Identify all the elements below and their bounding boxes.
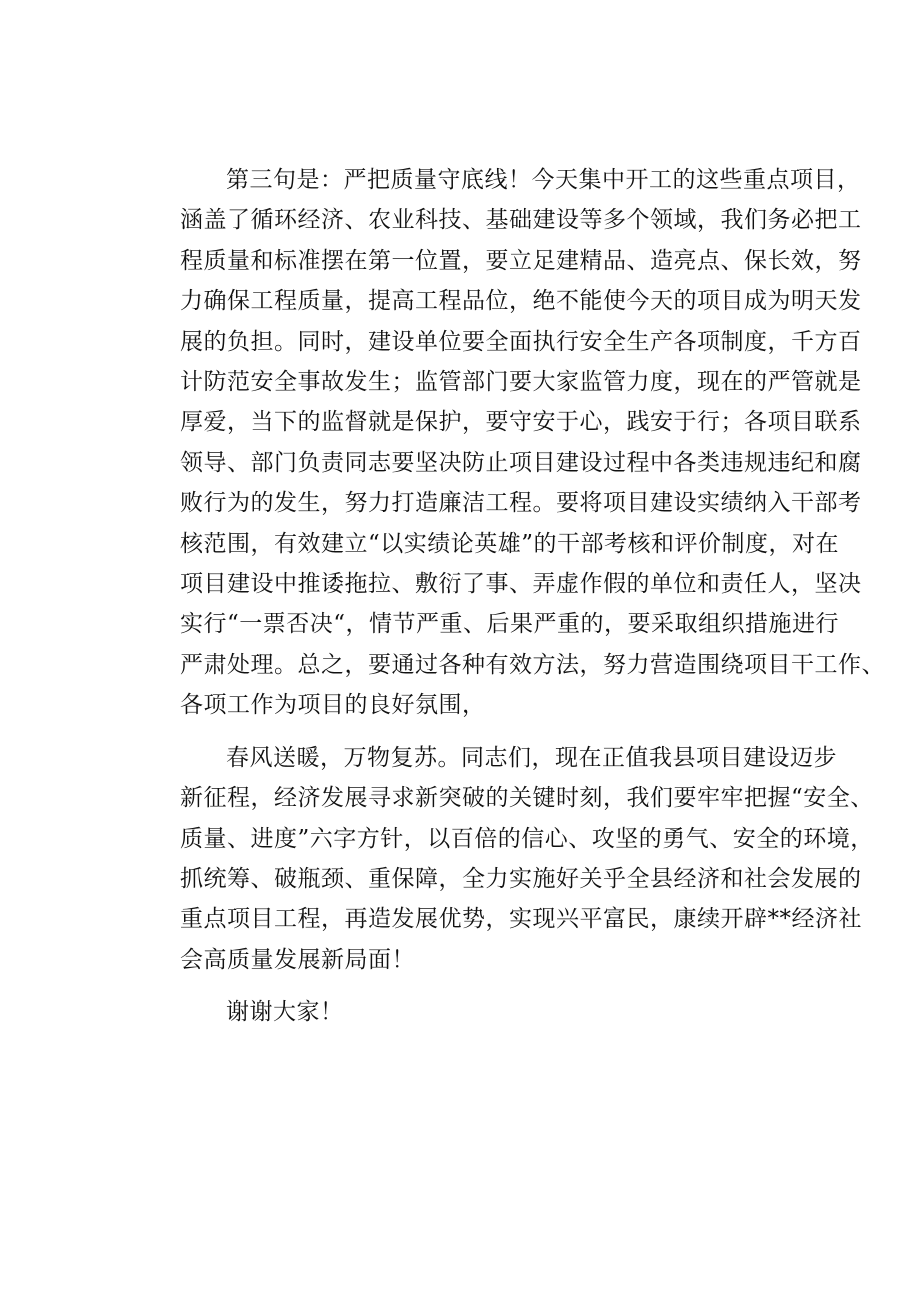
text-line: 涵盖了循环经济、农业科技、基础建设等多个领域，我们务必把工 xyxy=(180,207,862,234)
text-line: 核范围，有效建立“以实绩论英雄”的干部考核和评价制度，对在 xyxy=(180,530,840,557)
text-line: 春风送暖，万物复苏。同志们，现在正值我县项目建设迈步 xyxy=(226,744,837,771)
text-line: 谢谢大家！ xyxy=(226,999,344,1026)
document-body xyxy=(134,160,885,1033)
text-line: 败行为的发生，努力打造廉洁工程。要将项目建设实绩纳入干部考 xyxy=(180,490,862,517)
text-line: 第三句是：严把质量守底线！今天集中开工的这些重点项目， xyxy=(226,167,861,193)
text-line: 计防范安全事故发生；监管部门要大家监管力度，现在的严管就是 xyxy=(180,369,862,396)
text-line: 新征程，经济发展寻求新突破的关键时刻，我们要牢牢把握“安全、 xyxy=(180,785,874,812)
text-line: 实行“一票否决“，情节严重、后果严重的，要采取组织措施进行 xyxy=(180,611,840,638)
paragraph-thanks xyxy=(134,992,798,1032)
text-line: 厚爱，当下的监督就是保护，要守安于心，践安于行；各项目联系 xyxy=(180,409,862,436)
paragraph-quality-bottom-line xyxy=(134,160,885,726)
text-line: 领导、部门负责同志要坚决防止项目建设过程中各类违规违纪和腐 xyxy=(180,449,862,476)
paragraph-spring-outlook xyxy=(134,738,874,980)
text-line: 力确保工程质量，提高工程品位，绝不能使今天的项目成为明天发 xyxy=(180,288,862,315)
text-line: 程质量和标准摆在第一位置，要立足建精品、造亮点、保长效，努 xyxy=(180,247,862,274)
text-line: 项目建设中推诿拖拉、敷衍了事、弄虚作假的单位和责任人，坚决 xyxy=(180,571,862,598)
text-line: 质量、进度”六字方针，以百倍的信心、攻坚的勇气、安全的环境， xyxy=(180,825,874,852)
text-line: 会高质量发展新局面！ xyxy=(180,946,415,973)
text-line: 抓统筹、破瓶颈、重保障，全力实施好关乎全县经济和社会发展的 xyxy=(180,865,862,892)
text-line: 各项工作为项目的良好氛围， xyxy=(180,692,486,719)
text-line: 展的负担。同时，建设单位要全面执行安全生产各项制度，千方百 xyxy=(180,328,862,355)
text-line: 重点项目工程，再造发展优势，实现兴平富民，康续开辟**经济社 xyxy=(180,906,862,933)
text-line: 严肃处理。总之，要通过各种有效方法，努力营造围绕项目干工作、 xyxy=(180,651,885,678)
